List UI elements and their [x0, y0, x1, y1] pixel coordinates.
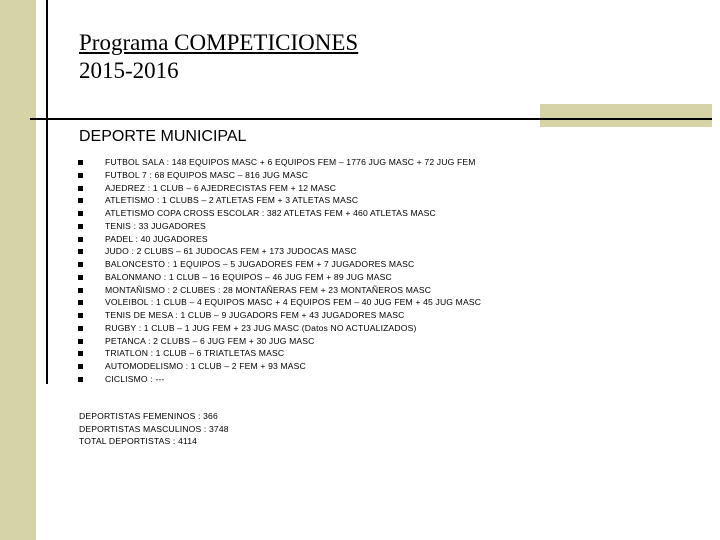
list-item: [79, 284, 481, 297]
square-bullet-icon: [78, 351, 83, 356]
decorative-right-block: [540, 104, 712, 127]
list-item: [79, 194, 481, 207]
total-male: DEPORTISTAS MASCULINOS : 3748: [79, 423, 229, 434]
square-bullet-icon: [78, 300, 83, 305]
section-heading: DEPORTE MUNICIPAL: [79, 128, 247, 145]
list-item-text: FUTBOL 7 : 68 EQUIPOS MASC – 816 JUG MASC: [105, 169, 309, 180]
total-all: TOTAL DEPORTISTAS : 4114: [79, 436, 198, 446]
square-bullet-icon: [78, 275, 83, 280]
square-bullet-icon: [78, 262, 83, 267]
list-item: [79, 373, 481, 386]
list-item-text: RUGBY : 1 CLUB – 1 JUG FEM + 23 JUG MASC (Datos NO ACTUALIZADOS): [105, 322, 417, 333]
square-bullet-icon: [78, 173, 83, 178]
list-item: [79, 233, 481, 246]
list-item-text: PETANCA : 2 CLUBS – 6 JUG FEM + 30 JUG MASC: [105, 335, 315, 346]
list-item: [79, 258, 481, 271]
list-item: [79, 347, 481, 360]
square-bullet-icon: [78, 288, 83, 293]
list-item-text: ATLETISMO : 1 CLUBS – 2 ATLETAS FEM + 3 ATLETAS MASC: [105, 195, 359, 206]
decorative-left-band: [0, 0, 36, 540]
square-bullet-icon: [78, 211, 83, 216]
square-bullet-icon: [78, 198, 83, 203]
title-line-1: Programa COMPETICIONES: [79, 30, 359, 55]
square-bullet-icon: [78, 186, 83, 191]
list-item-text: BALONMANO : 1 CLUB – 16 EQUIPOS – 46 JUG FEM + 89 JUG MASC: [105, 271, 392, 282]
list-item-text: FUTBOL SALA : 148 EQUIPOS MASC + 6 EQUIPOS FEM – 1776 JUG MASC + 72 JUG FEM: [105, 157, 476, 167]
list-item-text: TENIS : 33 JUGADORES: [105, 220, 206, 231]
decorative-vertical-rule: [46, 0, 48, 384]
list-item-text: PADEL : 40 JUGADORES: [105, 233, 208, 244]
square-bullet-icon: [78, 326, 83, 331]
list-item-text: VOLEIBOL : 1 CLUB – 4 EQUIPOS MASC + 4 EQUIPOS FEM – 40 JUG FEM + 45 JUG MASC: [105, 297, 482, 308]
square-bullet-icon: [78, 237, 83, 242]
list-item: [79, 220, 481, 233]
list-item: [79, 182, 481, 195]
slide-title: [79, 29, 358, 85]
list-item-text: ATLETISMO COPA CROSS ESCOLAR : 382 ATLETAS FEM + 460 ATLETAS MASC: [105, 208, 436, 218]
list-item: [79, 207, 481, 220]
square-bullet-icon: [78, 364, 83, 369]
square-bullet-icon: [78, 224, 83, 229]
list-item: [79, 335, 481, 348]
list-item-text: AJEDREZ : 1 CLUB – 6 AJEDRECISTAS FEM + 12 MASC: [105, 182, 337, 193]
square-bullet-icon: [78, 377, 83, 382]
list-item-text: JUDO : 2 CLUBS – 61 JUDOCAS FEM + 173 JUDOCAS MASC: [105, 246, 357, 257]
list-item: [79, 309, 481, 322]
list-item: [79, 296, 481, 309]
decorative-horizontal-rule: [30, 118, 712, 120]
title-line-2: 2015-2016: [79, 58, 179, 83]
square-bullet-icon: [78, 160, 83, 165]
totals-block: [79, 410, 229, 448]
sports-list: [79, 156, 481, 386]
square-bullet-icon: [78, 339, 83, 344]
list-item: [79, 271, 481, 284]
list-item: [79, 169, 481, 182]
list-item: [79, 360, 481, 373]
list-item: [79, 156, 481, 169]
total-female: DEPORTISTAS FEMENINOS : 366: [79, 411, 218, 421]
list-item-text: BALONCESTO : 1 EQUIPOS – 5 JUGADORES FEM + 7 JUGADORES MASC: [105, 259, 415, 269]
list-item-text: TENIS DE MESA : 1 CLUB – 9 JUGADORS FEM + 43 JUGADORES MASC: [105, 310, 405, 320]
square-bullet-icon: [78, 249, 83, 254]
list-item-text: CICLISMO : ---: [105, 373, 165, 384]
square-bullet-icon: [78, 313, 83, 318]
list-item-text: MONTAÑISMO : 2 CLUBES : 28 MONTAÑERAS FEM + 23 MONTAÑEROS MASC: [105, 284, 432, 295]
list-item: [79, 322, 481, 335]
list-item-text: AUTOMODELISMO : 1 CLUB – 2 FEM + 93 MASC: [105, 361, 306, 371]
list-item: [79, 245, 481, 258]
list-item-text: TRIATLON : 1 CLUB – 6 TRIATLETAS MASC: [105, 348, 285, 359]
